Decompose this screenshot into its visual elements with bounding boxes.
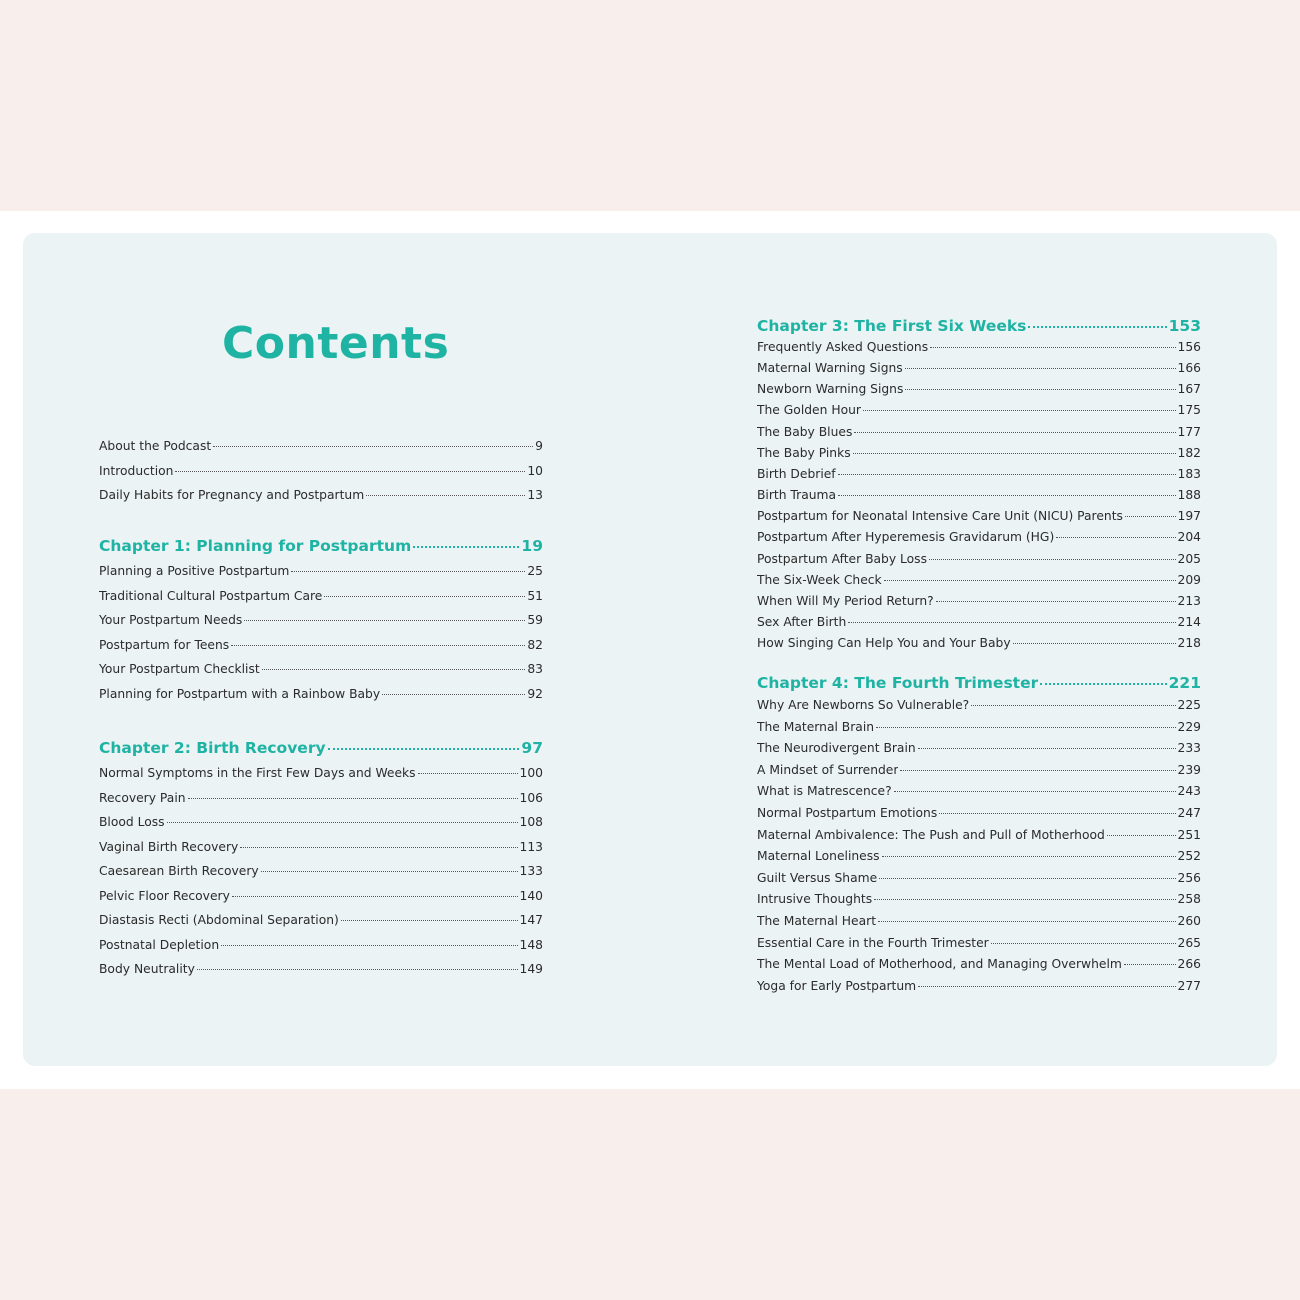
- dot-leader: [1056, 537, 1175, 538]
- dot-leader: [878, 921, 1175, 922]
- page-number: 258: [1177, 892, 1201, 907]
- toc-entry[interactable]: [757, 979, 1201, 997]
- entry-title: Daily Habits for Pregnancy and Postpartum: [99, 488, 365, 502]
- toc-entry[interactable]: [757, 425, 1201, 443]
- dot-leader: [894, 791, 1176, 792]
- chapter-title: Chapter 2: Birth Recovery: [99, 739, 326, 757]
- entry-title: Maternal Ambivalence: The Push and Pull of Motherhood: [757, 827, 1105, 842]
- entry-title: The Neurodivergent Brain: [757, 741, 916, 756]
- page-number: 188: [1177, 488, 1201, 503]
- dot-leader: [874, 899, 1175, 900]
- page-number: 265: [1177, 935, 1201, 950]
- page-number: 19: [521, 537, 543, 555]
- page-number: 251: [1177, 827, 1201, 842]
- dot-leader: [929, 559, 1176, 560]
- entry-title: A Mindset of Surrender: [757, 762, 899, 777]
- dot-leader: [232, 896, 518, 897]
- entry-title: The Baby Blues: [757, 424, 853, 439]
- page-number: 153: [1168, 317, 1201, 335]
- dot-leader: [328, 748, 520, 750]
- page-number: 225: [1177, 698, 1201, 712]
- entry-title: Essential Care in the Fourth Trimester: [757, 935, 989, 950]
- entry-title: Sex After Birth: [757, 614, 847, 629]
- page-number: 182: [1177, 445, 1201, 460]
- entry-title: Introduction: [99, 463, 174, 478]
- toc-entry[interactable]: [757, 849, 1201, 867]
- chapter-heading[interactable]: [99, 739, 543, 761]
- page-number: 59: [527, 613, 543, 628]
- dot-leader: [1125, 516, 1176, 517]
- dot-leader: [936, 601, 1176, 602]
- toc-entry[interactable]: [757, 552, 1201, 570]
- dot-leader: [221, 945, 517, 946]
- toc-entry[interactable]: [99, 889, 543, 909]
- dot-leader: [324, 596, 525, 597]
- toc-entry[interactable]: [99, 488, 543, 508]
- toc-entry[interactable]: [757, 892, 1201, 910]
- dot-leader: [854, 432, 1175, 433]
- dot-leader: [213, 446, 533, 447]
- page-number: 108: [519, 815, 543, 829]
- toc-entry[interactable]: [757, 914, 1201, 932]
- page-number: 247: [1177, 806, 1201, 820]
- entry-title: Postnatal Depletion: [99, 937, 220, 952]
- entry-title: Guilt Versus Shame: [757, 870, 878, 885]
- dot-leader: [853, 453, 1176, 454]
- entry-title: The Six-Week Check: [757, 572, 882, 587]
- toc-entry[interactable]: [99, 638, 543, 658]
- toc-entry[interactable]: [757, 763, 1201, 781]
- page-number: 209: [1177, 572, 1201, 587]
- page-number: 149: [519, 962, 543, 976]
- entry-title: The Maternal Brain: [757, 719, 875, 734]
- page-number: 167: [1177, 382, 1201, 397]
- page-number: 82: [527, 637, 543, 652]
- toc-entry[interactable]: [99, 687, 543, 707]
- toc-entry[interactable]: [99, 464, 543, 484]
- toc-entry[interactable]: [757, 340, 1201, 358]
- dot-leader: [1040, 683, 1166, 685]
- dot-leader: [413, 546, 519, 548]
- dot-leader: [418, 773, 518, 774]
- dot-leader: [991, 943, 1176, 944]
- dot-leader: [1028, 326, 1166, 328]
- entry-title: Yoga for Early Postpartum: [757, 978, 917, 993]
- toc-entry[interactable]: [99, 791, 543, 811]
- page-number: 92: [527, 687, 543, 701]
- page-number: 175: [1177, 403, 1201, 418]
- page-number: 229: [1177, 719, 1201, 734]
- entry-title: About the Podcast: [99, 439, 212, 453]
- entry-title: Birth Debrief: [757, 466, 836, 481]
- dot-leader: [900, 770, 1175, 771]
- page-number: 197: [1177, 509, 1201, 524]
- entry-title: Normal Symptoms in the First Few Days and Weeks: [99, 766, 416, 780]
- entry-title: Newborn Warning Signs: [757, 382, 904, 397]
- page-number: 147: [519, 913, 543, 927]
- chapter-heading[interactable]: [99, 537, 543, 559]
- dot-leader: [244, 620, 525, 621]
- toc-entry[interactable]: [757, 403, 1201, 421]
- page-number: 256: [1177, 870, 1201, 885]
- toc-entry[interactable]: [99, 938, 543, 958]
- page-number: 260: [1177, 914, 1201, 928]
- entry-title: Postpartum for Neonatal Intensive Care Unit (NICU) Parents: [757, 509, 1123, 524]
- dot-leader: [188, 798, 518, 799]
- page-number: 252: [1177, 849, 1201, 864]
- toc-entry[interactable]: [99, 815, 543, 835]
- dot-leader: [382, 694, 525, 695]
- dot-leader: [848, 622, 1175, 623]
- page-number: 166: [1177, 361, 1201, 376]
- toc-entry[interactable]: [99, 439, 543, 459]
- entry-title: Pelvic Floor Recovery: [99, 888, 230, 903]
- dot-leader: [863, 410, 1176, 411]
- entry-title: How Singing Can Help You and Your Baby: [757, 636, 1011, 651]
- dot-leader: [175, 471, 525, 472]
- page-number: 140: [519, 888, 543, 903]
- page-number: 205: [1177, 551, 1201, 566]
- toc-entry[interactable]: [757, 720, 1201, 738]
- toc-entry[interactable]: [757, 936, 1201, 954]
- dot-leader: [262, 669, 526, 670]
- entry-title: Postpartum After Baby Loss: [757, 551, 928, 566]
- toc-entry[interactable]: [757, 530, 1201, 548]
- entry-title: Planning for Postpartum with a Rainbow Baby: [99, 687, 381, 701]
- dot-leader: [905, 368, 1176, 369]
- dot-leader: [1124, 964, 1176, 965]
- chapter-title: Chapter 4: The Fourth Trimester: [757, 674, 1039, 692]
- dot-leader: [918, 748, 1176, 749]
- page-number: 83: [527, 662, 543, 677]
- entry-title: The Baby Pinks: [757, 445, 851, 460]
- dot-leader: [939, 813, 1175, 814]
- dot-leader: [1107, 835, 1176, 836]
- dot-leader: [838, 474, 1176, 475]
- toc-entry[interactable]: [757, 698, 1201, 716]
- dot-leader: [971, 705, 1175, 706]
- toc-entry[interactable]: [757, 871, 1201, 889]
- page-number: 10: [527, 463, 543, 478]
- dot-leader: [291, 571, 525, 572]
- entry-title: Postpartum for Teens: [99, 637, 230, 652]
- dot-leader: [231, 645, 525, 646]
- dot-leader: [341, 920, 518, 921]
- toc-entry[interactable]: [99, 662, 543, 682]
- entry-title: Your Postpartum Needs: [99, 613, 243, 628]
- page-number: 51: [527, 588, 543, 603]
- page-number: 243: [1177, 784, 1201, 799]
- entry-title: Vaginal Birth Recovery: [99, 839, 239, 854]
- dot-leader: [197, 969, 518, 970]
- toc-entry[interactable]: [757, 467, 1201, 485]
- entry-title: Postpartum After Hyperemesis Gravidarum (HG): [757, 530, 1055, 545]
- dot-leader: [240, 847, 517, 848]
- toc-entry[interactable]: [99, 613, 543, 633]
- toc-entry[interactable]: [99, 864, 543, 884]
- dot-leader: [930, 347, 1175, 348]
- page-number: 100: [519, 766, 543, 780]
- dot-leader: [879, 878, 1175, 879]
- toc-entry[interactable]: [757, 509, 1201, 527]
- page-number: 183: [1177, 466, 1201, 481]
- chapter-title: Chapter 3: The First Six Weeks: [757, 317, 1027, 335]
- page-number: 221: [1168, 674, 1201, 692]
- entry-title: The Mental Load of Motherhood, and Managing Overwhelm: [757, 957, 1122, 972]
- toc-entry[interactable]: [757, 573, 1201, 591]
- page-number: 204: [1177, 530, 1201, 545]
- chapter-heading[interactable]: [757, 317, 1201, 339]
- toc-entry[interactable]: [99, 589, 543, 609]
- entry-title: Planning a Positive Postpartum: [99, 564, 290, 578]
- chapter-title: Chapter 1: Planning for Postpartum: [99, 537, 412, 555]
- entry-title: The Golden Hour: [757, 403, 861, 418]
- entry-title: When Will My Period Return?: [757, 593, 934, 608]
- page-number: 214: [1177, 614, 1201, 629]
- dot-leader: [876, 727, 1175, 728]
- entry-title: Intrusive Thoughts: [757, 892, 873, 907]
- entry-title: Your Postpartum Checklist: [99, 662, 260, 677]
- page-number: 97: [521, 739, 543, 757]
- page-number: 233: [1177, 741, 1201, 756]
- entry-title: Why Are Newborns So Vulnerable?: [757, 698, 970, 712]
- page-number: 218: [1177, 636, 1201, 651]
- chapter-heading[interactable]: [757, 674, 1201, 696]
- entry-title: Normal Postpartum Emotions: [757, 806, 938, 820]
- entry-title: The Maternal Heart: [757, 914, 877, 928]
- toc-entry[interactable]: [99, 564, 543, 584]
- entry-title: Birth Trauma: [757, 488, 837, 503]
- toc-entry[interactable]: [99, 840, 543, 860]
- page-number: 213: [1177, 593, 1201, 608]
- dot-leader: [838, 495, 1175, 496]
- toc-entry[interactable]: [757, 957, 1201, 975]
- page-number: 277: [1177, 978, 1201, 993]
- dot-leader: [261, 871, 518, 872]
- entry-title: Caesarean Birth Recovery: [99, 864, 259, 878]
- page-number: 106: [519, 790, 543, 805]
- dot-leader: [1013, 643, 1176, 644]
- toc-entry[interactable]: [99, 766, 543, 786]
- toc-entry[interactable]: [757, 382, 1201, 400]
- toc-entry[interactable]: [757, 828, 1201, 846]
- page-number: 113: [519, 839, 543, 854]
- toc-entry[interactable]: [99, 913, 543, 933]
- entry-title: Frequently Asked Questions: [757, 340, 929, 354]
- dot-leader: [167, 822, 518, 823]
- entry-title: Maternal Loneliness: [757, 849, 880, 864]
- entry-title: What is Matrescence?: [757, 784, 892, 799]
- page-number: 133: [519, 864, 543, 878]
- page-number: 156: [1177, 340, 1201, 354]
- toc-entry[interactable]: [757, 806, 1201, 824]
- toc-entry[interactable]: [757, 784, 1201, 802]
- dot-leader: [905, 389, 1175, 390]
- page-number: 266: [1177, 957, 1201, 972]
- toc-entry[interactable]: [757, 361, 1201, 379]
- toc-entry[interactable]: [757, 594, 1201, 612]
- page-number: 9: [535, 439, 543, 453]
- toc-entry[interactable]: [757, 615, 1201, 633]
- entry-title: Diastasis Recti (Abdominal Separation): [99, 913, 339, 927]
- page-number: 177: [1177, 424, 1201, 439]
- dot-leader: [884, 580, 1176, 581]
- toc-entry[interactable]: [757, 446, 1201, 464]
- toc-entry[interactable]: [757, 741, 1201, 759]
- entry-title: Blood Loss: [99, 815, 165, 829]
- toc-entry[interactable]: [757, 488, 1201, 506]
- page-number: 148: [519, 937, 543, 952]
- page-number: 239: [1177, 762, 1201, 777]
- dot-leader: [882, 856, 1176, 857]
- toc-entry[interactable]: [757, 636, 1201, 654]
- entry-title: Body Neutrality: [99, 962, 195, 976]
- entry-title: Traditional Cultural Postpartum Care: [99, 588, 323, 603]
- entry-title: Maternal Warning Signs: [757, 361, 903, 376]
- page-title: Contents: [222, 318, 450, 369]
- entry-title: Recovery Pain: [99, 790, 186, 805]
- dot-leader: [918, 986, 1175, 987]
- page-number: 25: [527, 564, 543, 578]
- toc-entry[interactable]: [99, 962, 543, 982]
- dot-leader: [366, 495, 525, 496]
- page-number: 13: [527, 488, 543, 502]
